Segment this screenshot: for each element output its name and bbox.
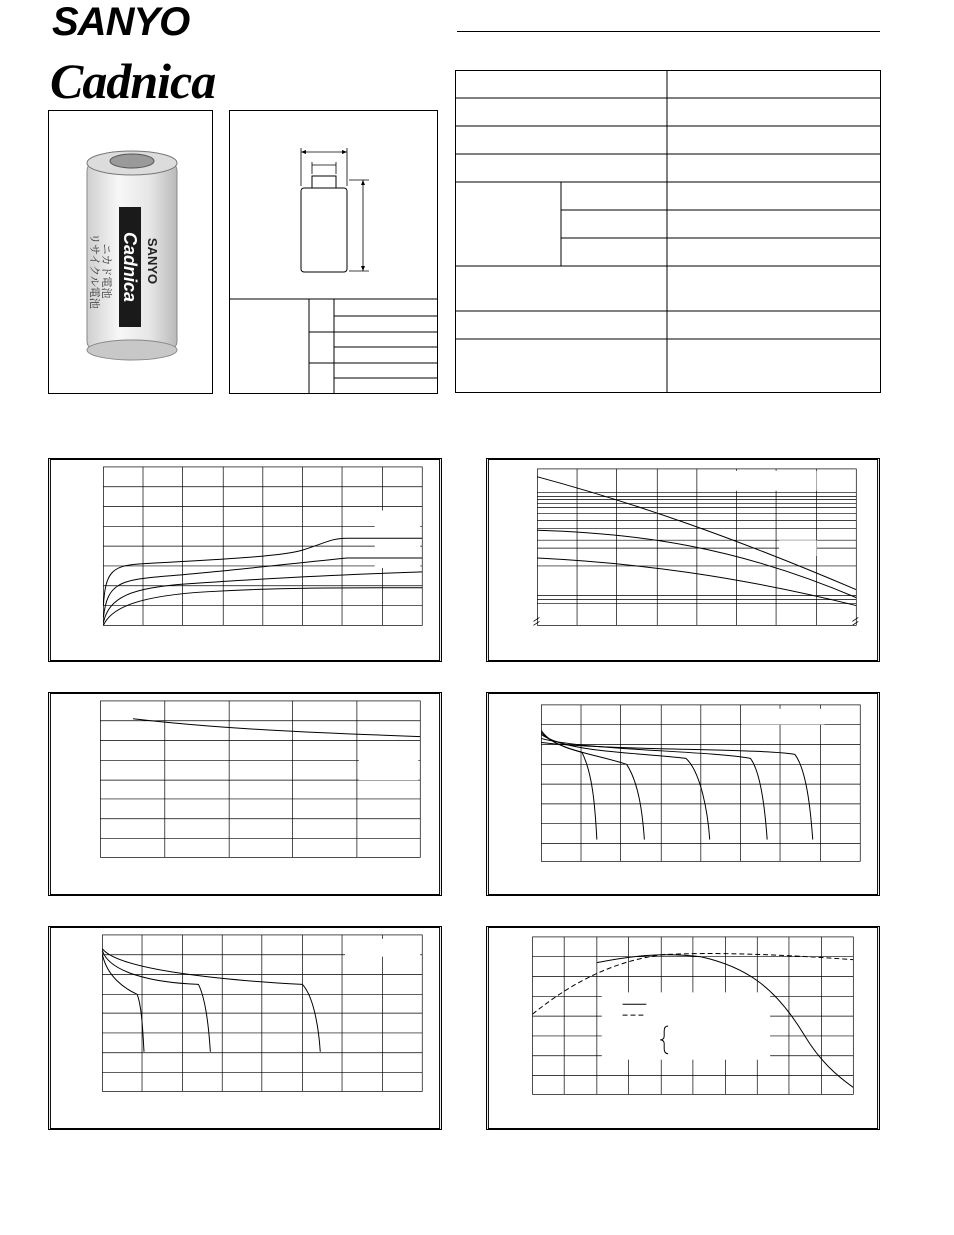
cell-label-jp-1: ニカド電池 — [100, 243, 112, 299]
legend-area — [602, 992, 770, 1059]
cell-label-jp-2: リサイクル電池 — [88, 233, 100, 309]
legend-area — [375, 510, 421, 567]
discharge-curve-chart — [48, 926, 442, 1130]
charge-characteristics-chart — [48, 458, 442, 662]
log-scale-chart — [486, 458, 880, 662]
discharge-curves — [541, 731, 812, 840]
discharge-curves — [102, 949, 320, 1052]
product-title: Cadnica — [50, 53, 216, 109]
battery-photo — [49, 111, 212, 393]
cell-label-product: Cadnica — [120, 231, 140, 303]
header-rule — [457, 31, 880, 32]
temperature-characteristics-chart — [486, 926, 880, 1130]
cell-label-brand: SANYO — [145, 237, 160, 285]
plot-grid — [103, 467, 422, 625]
product-photo-frame — [48, 110, 213, 394]
specification-table — [455, 70, 881, 393]
voltage-trend-chart — [48, 692, 442, 896]
discharge-rate-chart — [486, 692, 880, 896]
voltage-curve — [133, 719, 420, 737]
dimension-drawing — [229, 110, 438, 394]
plot-grid — [102, 935, 422, 1091]
sanyo-logo: SANYO — [52, 0, 190, 44]
